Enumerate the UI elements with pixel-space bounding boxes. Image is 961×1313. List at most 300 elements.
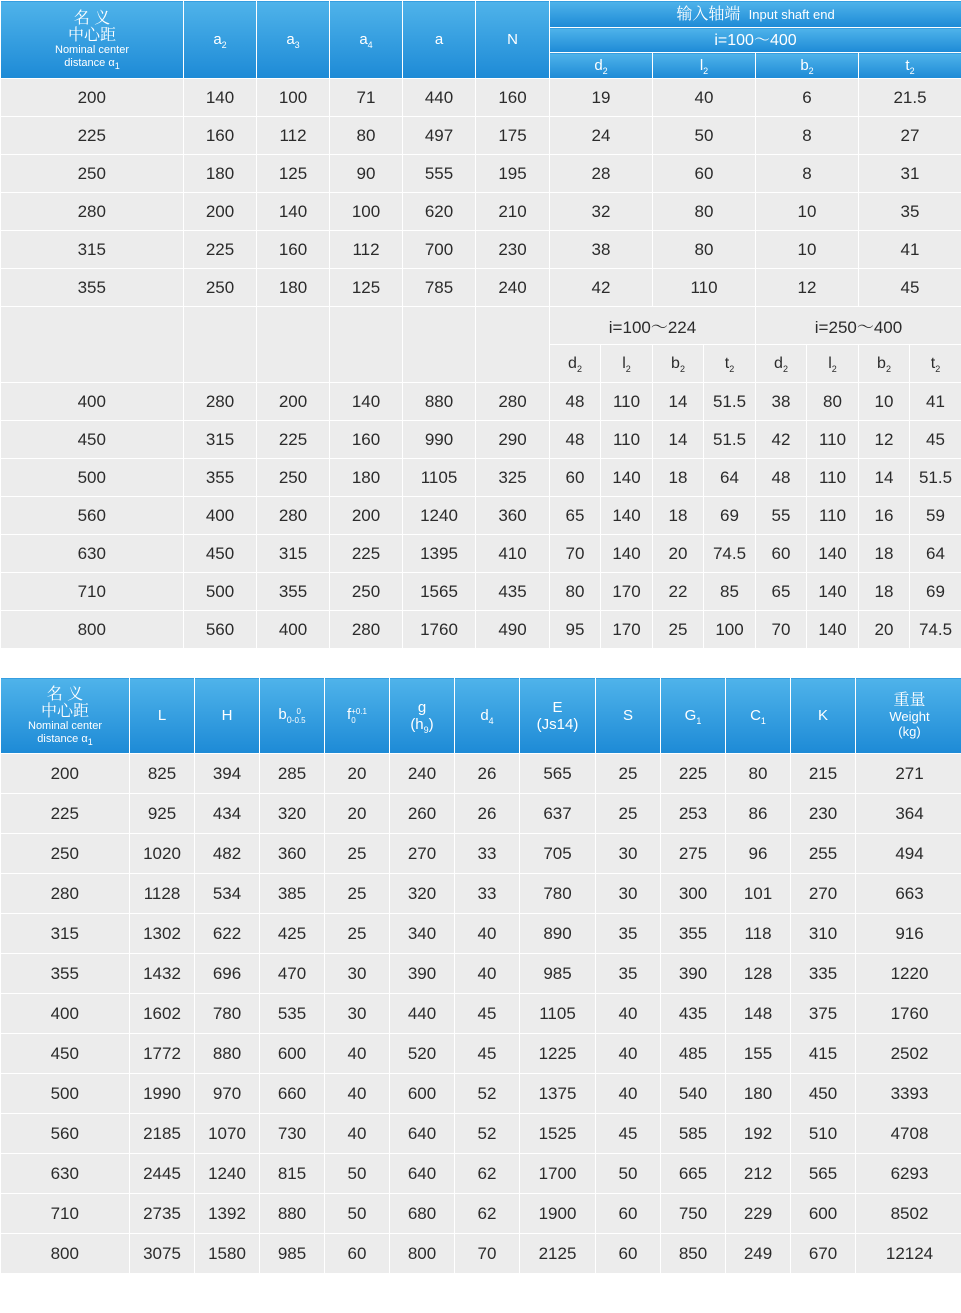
table-cell: 70 (756, 611, 807, 649)
table-cell: 364 (856, 794, 961, 834)
table-cell: 1525 (520, 1114, 596, 1154)
table-cell: 225 (661, 754, 726, 794)
table-cell: 1375 (520, 1074, 596, 1114)
table-cell: 64 (704, 459, 756, 497)
table-cell: 85 (704, 573, 756, 611)
table-cell: 985 (260, 1234, 325, 1274)
table-cell: 1990 (130, 1074, 195, 1114)
table-cell: 45 (455, 994, 520, 1034)
sub-d2-2: $d_2$ (756, 345, 807, 383)
table-cell: 1020 (130, 834, 195, 874)
header-name-cn: 名 义 (73, 9, 111, 27)
table-cell: 25 (325, 874, 390, 914)
table-cell: 60 (550, 459, 601, 497)
table-cell: 225 (330, 535, 403, 573)
table-cell: 6293 (856, 1154, 961, 1194)
table-cell: 800 (390, 1234, 455, 1274)
dimension-table-upper (0, 0, 961, 649)
table-cell: 180 (184, 155, 257, 193)
table-row (1, 1114, 961, 1154)
table-cell: 315 (1, 914, 130, 954)
table-cell: 229 (726, 1194, 791, 1234)
table-cell: 390 (390, 954, 455, 994)
table-cell: 50 (653, 117, 756, 155)
table-cell: 440 (390, 994, 455, 1034)
table-cell: 30 (325, 994, 390, 1034)
table-cell: 1900 (520, 1194, 596, 1234)
table-row (1, 155, 961, 193)
table-cell: 160 (330, 421, 403, 459)
table-cell: 585 (661, 1114, 726, 1154)
table-cell: 50 (325, 1154, 390, 1194)
table-cell: 33 (455, 834, 520, 874)
table-cell: 160 (184, 117, 257, 155)
table-cell: 780 (195, 994, 260, 1034)
table-cell: 290 (476, 421, 550, 459)
table-cell: 86 (726, 794, 791, 834)
table-row (1, 834, 961, 874)
table-cell: 780 (520, 874, 596, 914)
table-row (1, 1234, 961, 1274)
table-cell: 55 (756, 497, 807, 535)
table-cell: 320 (390, 874, 455, 914)
table-cell: 26 (455, 754, 520, 794)
table-cell: 31 (859, 155, 961, 193)
table-cell: 534 (195, 874, 260, 914)
table-cell: 100 (330, 193, 403, 231)
header-S: S (596, 678, 661, 754)
table-cell: 125 (330, 269, 403, 307)
table-cell: 41 (859, 231, 961, 269)
table-cell: 45 (910, 421, 961, 459)
table-cell: 280 (1, 874, 130, 914)
table-cell: 705 (520, 834, 596, 874)
table-cell: 450 (791, 1074, 856, 1114)
table-row (1, 994, 961, 1034)
table-cell: 665 (661, 1154, 726, 1194)
table-cell: 240 (476, 269, 550, 307)
table-cell: 95 (550, 611, 601, 649)
table-row (1, 459, 961, 497)
table-cell: 45 (455, 1034, 520, 1074)
table-cell: 600 (260, 1034, 325, 1074)
table-cell: 250 (257, 459, 330, 497)
table-row (1, 117, 961, 155)
table-cell: 112 (257, 117, 330, 155)
table-row (1, 1034, 961, 1074)
table-cell: 510 (791, 1114, 856, 1154)
table-cell: 100 (704, 611, 756, 649)
table-cell: 1240 (195, 1154, 260, 1194)
table-cell: 40 (455, 914, 520, 954)
table-cell: 80 (807, 383, 859, 421)
table-cell: 880 (403, 383, 476, 421)
table-cell: 225 (1, 117, 184, 155)
header-nominal-center-distance (1, 1, 184, 79)
table-cell: 180 (330, 459, 403, 497)
table-cell: 640 (390, 1114, 455, 1154)
table-cell: 24 (550, 117, 653, 155)
header-d2: $d_2$ (550, 53, 653, 79)
header-ratio-range: i=100～400 (550, 28, 961, 53)
table-row (1, 794, 961, 834)
header-a2: $a_2$ (184, 1, 257, 79)
sub-b2-1: $b_2$ (653, 345, 704, 383)
table-row (1, 269, 961, 307)
header-b2: $b_2$ (756, 53, 859, 79)
table-cell: 450 (1, 1034, 130, 1074)
sub-t2-2: $t_2$ (910, 345, 961, 383)
table-cell: 70 (550, 535, 601, 573)
table-cell: 14 (653, 383, 704, 421)
sub-b2-2: $b_2$ (859, 345, 910, 383)
table-cell: 200 (257, 383, 330, 421)
table-cell: 50 (596, 1154, 661, 1194)
table-cell: 482 (195, 834, 260, 874)
table-cell: 4708 (856, 1114, 961, 1154)
table-cell: 280 (476, 383, 550, 421)
table-cell: 25 (596, 794, 661, 834)
table-cell: 535 (260, 994, 325, 1034)
table-cell: 69 (910, 573, 961, 611)
table-cell: 270 (390, 834, 455, 874)
table-cell: 450 (1, 421, 184, 459)
header-distance-en: distance $\alpha_1$ (64, 56, 120, 71)
table-cell: 300 (661, 874, 726, 914)
table-cell: 18 (859, 573, 910, 611)
table-cell: 20 (325, 754, 390, 794)
table-cell: 1395 (403, 535, 476, 573)
table-cell: 30 (596, 874, 661, 914)
header-input-shaft-end: 输入轴端 Input shaft end (550, 1, 961, 28)
table-cell: 200 (1, 754, 130, 794)
table-cell: 230 (791, 794, 856, 834)
table-cell: 8 (756, 117, 859, 155)
table-cell: 25 (325, 914, 390, 954)
table-cell: 48 (550, 383, 601, 421)
table-cell: 40 (325, 1034, 390, 1074)
header-weight: 重量 Weight (kg) (856, 678, 961, 754)
table-cell: 35 (596, 914, 661, 954)
table-cell: 497 (403, 117, 476, 155)
table-cell: 110 (807, 497, 859, 535)
table-cell: 60 (756, 535, 807, 573)
table-cell: 140 (184, 79, 257, 117)
table-cell: 10 (859, 383, 910, 421)
table-cell: 1565 (403, 573, 476, 611)
table-cell: 320 (260, 794, 325, 834)
table-cell: 6 (756, 79, 859, 117)
table-cell: 18 (653, 497, 704, 535)
table-cell: 140 (330, 383, 403, 421)
table-cell: 12 (756, 269, 859, 307)
table-cell: 1392 (195, 1194, 260, 1234)
table-cell: 630 (1, 1154, 130, 1194)
table-cell: 110 (807, 421, 859, 459)
table-cell: 40 (455, 954, 520, 994)
sub-d2-1: $d_2$ (550, 345, 601, 383)
table-cell: 10 (756, 231, 859, 269)
table-cell: 310 (791, 914, 856, 954)
table-cell: 200 (330, 497, 403, 535)
table-cell: 180 (726, 1074, 791, 1114)
table-cell: 360 (260, 834, 325, 874)
table-cell: 225 (1, 794, 130, 834)
table-cell: 140 (257, 193, 330, 231)
table-row (1, 1154, 961, 1194)
table-cell: 670 (791, 1234, 856, 1274)
table-cell: 69 (704, 497, 756, 535)
table-cell: 12 (859, 421, 910, 459)
table-cell: 210 (476, 193, 550, 231)
table-cell: 280 (184, 383, 257, 421)
table-cell: 38 (756, 383, 807, 421)
table-cell: 1070 (195, 1114, 260, 1154)
table-cell: 2502 (856, 1034, 961, 1074)
table-cell: 21.5 (859, 79, 961, 117)
table-cell: 890 (520, 914, 596, 954)
table-cell: 3075 (130, 1234, 195, 1274)
table-cell: 65 (550, 497, 601, 535)
table-cell: 80 (653, 231, 756, 269)
table-cell: 540 (661, 1074, 726, 1114)
table-cell: 663 (856, 874, 961, 914)
table-cell: 400 (1, 994, 130, 1034)
table-cell: 270 (791, 874, 856, 914)
table-cell: 425 (260, 914, 325, 954)
table-cell: 280 (1, 193, 184, 231)
table-cell: 490 (476, 611, 550, 649)
table-cell: 52 (455, 1074, 520, 1114)
table-cell: 355 (661, 914, 726, 954)
table-cell: 250 (184, 269, 257, 307)
table-cell: 80 (726, 754, 791, 794)
table-cell: 42 (550, 269, 653, 307)
table-cell: 225 (257, 421, 330, 459)
table-cell: 850 (661, 1234, 726, 1274)
table-cell: 2185 (130, 1114, 195, 1154)
table-cell: 51.5 (910, 459, 961, 497)
table-cell: 140 (807, 535, 859, 573)
table-cell: 22 (653, 573, 704, 611)
table-cell: 59 (910, 497, 961, 535)
table-cell: 880 (260, 1194, 325, 1234)
table-cell: 730 (260, 1114, 325, 1154)
table-cell: 90 (330, 155, 403, 193)
table-cell: 80 (550, 573, 601, 611)
table-cell: 40 (325, 1114, 390, 1154)
table-cell: 74.5 (910, 611, 961, 649)
table-cell: 52 (455, 1114, 520, 1154)
table-row (1, 754, 961, 794)
table-cell: 315 (1, 231, 184, 269)
table-cell: 19 (550, 79, 653, 117)
table-cell: 400 (257, 611, 330, 649)
header-H: H (195, 678, 260, 754)
table-cell: 51.5 (704, 383, 756, 421)
table-cell: 1760 (403, 611, 476, 649)
table-cell: 30 (325, 954, 390, 994)
table-cell: 41 (910, 383, 961, 421)
table-row (1, 573, 961, 611)
table-cell: 42 (756, 421, 807, 459)
table-cell: 2735 (130, 1194, 195, 1234)
table-cell: 255 (791, 834, 856, 874)
table-cell: 45 (596, 1114, 661, 1154)
table-cell: 33 (455, 874, 520, 914)
table-cell: 225 (184, 231, 257, 269)
table-cell: 600 (791, 1194, 856, 1234)
table-cell: 128 (726, 954, 791, 994)
table-cell: 1105 (403, 459, 476, 497)
table-cell: 70 (455, 1234, 520, 1274)
table-cell: 340 (390, 914, 455, 954)
table-cell: 1225 (520, 1034, 596, 1074)
table-row (1, 1194, 961, 1234)
table-cell: 260 (390, 794, 455, 834)
table-cell: 18 (653, 459, 704, 497)
table-cell: 565 (520, 754, 596, 794)
table-cell: 410 (476, 535, 550, 573)
table-cell: 1772 (130, 1034, 195, 1074)
table-cell: 20 (653, 535, 704, 573)
table-cell: 280 (330, 611, 403, 649)
table-cell: 315 (257, 535, 330, 573)
header-a3: $a_3$ (257, 1, 330, 79)
table-cell: 74.5 (704, 535, 756, 573)
table-cell: 175 (476, 117, 550, 155)
table-cell: 985 (520, 954, 596, 994)
table-cell: 622 (195, 914, 260, 954)
table-cell: 140 (807, 573, 859, 611)
table-cell: 494 (856, 834, 961, 874)
table-cell: 80 (330, 117, 403, 155)
table-cell: 696 (195, 954, 260, 994)
table-cell: 249 (726, 1234, 791, 1274)
table-cell: 1580 (195, 1234, 260, 1274)
table-cell: 1302 (130, 914, 195, 954)
table-cell: 1432 (130, 954, 195, 994)
table-cell: 500 (1, 1074, 130, 1114)
table-cell: 40 (325, 1074, 390, 1114)
table-cell: 40 (596, 1074, 661, 1114)
table-cell: 25 (653, 611, 704, 649)
table-cell: 60 (596, 1234, 661, 1274)
table-row (1, 421, 961, 459)
table-cell: 140 (601, 535, 653, 573)
table-row (1, 535, 961, 573)
table-cell: 275 (661, 834, 726, 874)
table-cell: 1220 (856, 954, 961, 994)
table-cell: 435 (661, 994, 726, 1034)
header-name-en: Nominal center (55, 43, 129, 56)
table-cell: 253 (661, 794, 726, 834)
table-cell: 26 (455, 794, 520, 834)
table-cell: 280 (257, 497, 330, 535)
table-cell: 375 (791, 994, 856, 1034)
table-cell: 440 (403, 79, 476, 117)
table-cell: 1240 (403, 497, 476, 535)
table-cell: 620 (403, 193, 476, 231)
table-cell: 710 (1, 1194, 130, 1234)
table-cell: 230 (476, 231, 550, 269)
table-cell: 155 (726, 1034, 791, 1074)
table-cell: 192 (726, 1114, 791, 1154)
table-row (1, 914, 961, 954)
table-cell: 3393 (856, 1074, 961, 1114)
table-cell: 40 (596, 994, 661, 1034)
table-cell: 14 (859, 459, 910, 497)
table-cell: 355 (257, 573, 330, 611)
table-cell: 195 (476, 155, 550, 193)
table-cell: 285 (260, 754, 325, 794)
table-cell: 555 (403, 155, 476, 193)
table-cell: 215 (791, 754, 856, 794)
table-row (1, 383, 961, 421)
table-cell: 520 (390, 1034, 455, 1074)
table-cell: 400 (1, 383, 184, 421)
table-row (1, 611, 961, 649)
table-cell: 800 (1, 1234, 130, 1274)
table-cell: 2125 (520, 1234, 596, 1274)
sub-l2-1: $l_2$ (601, 345, 653, 383)
table-cell: 25 (596, 754, 661, 794)
table-cell: 32 (550, 193, 653, 231)
table-cell: 20 (859, 611, 910, 649)
table-cell: 335 (791, 954, 856, 994)
table-cell: 1700 (520, 1154, 596, 1194)
table-cell: 560 (1, 1114, 130, 1154)
table-cell: 60 (325, 1234, 390, 1274)
header-f: f +0.1 0 (325, 678, 390, 754)
table-cell: 180 (257, 269, 330, 307)
table-cell: 38 (550, 231, 653, 269)
table-cell: 880 (195, 1034, 260, 1074)
table-cell: 96 (726, 834, 791, 874)
table-cell: 435 (476, 573, 550, 611)
table-cell: 360 (476, 497, 550, 535)
table-cell: 710 (1, 573, 184, 611)
table-row (1, 954, 961, 994)
table-cell: 20 (325, 794, 390, 834)
table-cell: 140 (807, 611, 859, 649)
header-d4: $d_4$ (455, 678, 520, 754)
table-cell: 325 (476, 459, 550, 497)
header-K: K (791, 678, 856, 754)
table-cell: 434 (195, 794, 260, 834)
ratio-range-2: i=250～400 (756, 307, 961, 345)
table-cell: 148 (726, 994, 791, 1034)
header-center-cn: 中心距 (67, 26, 116, 44)
table-cell: 750 (661, 1194, 726, 1234)
table-cell: 500 (1, 459, 184, 497)
table-cell: 40 (596, 1034, 661, 1074)
table-cell: 170 (601, 611, 653, 649)
table-row (1, 497, 961, 535)
table-cell: 170 (601, 573, 653, 611)
table-cell: 630 (1, 535, 184, 573)
table-cell: 35 (859, 193, 961, 231)
table-row (1, 874, 961, 914)
table-row (1, 193, 961, 231)
table-cell: 48 (550, 421, 601, 459)
table-cell: 825 (130, 754, 195, 794)
table-cell: 8 (756, 155, 859, 193)
table-cell: 60 (596, 1194, 661, 1234)
table-cell: 110 (601, 421, 653, 459)
table-cell: 394 (195, 754, 260, 794)
table-cell: 45 (859, 269, 961, 307)
